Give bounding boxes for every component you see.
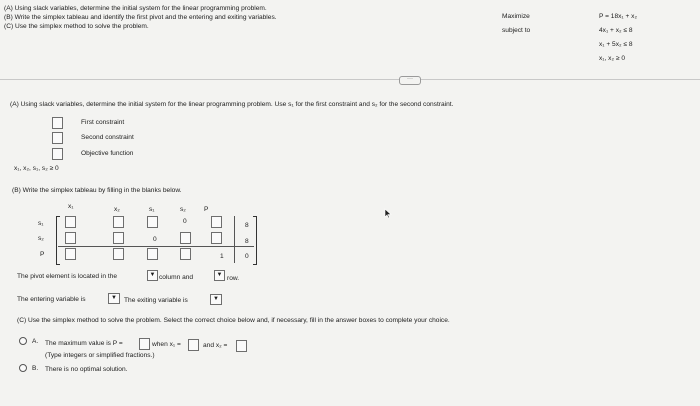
- option-a-when: when x₁ =: [152, 341, 181, 348]
- constraint-1-expression: 4x₁ + x₂ ≤ 8: [599, 27, 633, 34]
- tableau-rhs-separator: [234, 216, 235, 263]
- constraint-2-expression: x₁ + 5x₂ ≤ 8: [599, 41, 633, 48]
- tableau-r3-x1-input[interactable]: [65, 248, 76, 260]
- maximize-label: Maximize: [502, 13, 530, 20]
- tableau-r3-s1-input[interactable]: [147, 248, 158, 260]
- pivot-column-dropdown[interactable]: ▼: [147, 270, 158, 281]
- first-constraint-input[interactable]: [52, 117, 63, 129]
- pivot-row-dropdown[interactable]: ▼: [214, 270, 225, 281]
- tableau-r2-rhs-value: 8: [245, 238, 249, 245]
- second-constraint-input[interactable]: [52, 132, 63, 144]
- col-header-s2: s₂: [180, 206, 186, 213]
- entering-variable-label: The entering variable is: [17, 296, 86, 303]
- tableau-r3-s2-input[interactable]: [180, 248, 191, 260]
- tableau-r1-x2-input[interactable]: [113, 216, 124, 228]
- option-b-radio[interactable]: [19, 364, 27, 372]
- option-a-letter: A.: [32, 338, 39, 345]
- objective-function-label: Objective function: [81, 150, 134, 157]
- part-b-prompt: (B) Write the simplex tableau by filling in the blanks below.: [12, 187, 182, 194]
- first-constraint-label: First constraint: [81, 119, 125, 126]
- max-value-input[interactable]: [139, 338, 150, 350]
- section-divider: [0, 79, 700, 80]
- second-constraint-label: Second constraint: [81, 134, 134, 141]
- entering-variable-dropdown[interactable]: ▼: [108, 293, 120, 304]
- nonnegativity-expression: x₁, x₂ ≥ 0: [599, 55, 625, 62]
- option-a-radio[interactable]: [19, 337, 27, 345]
- tableau-objective-separator: [58, 246, 254, 247]
- problem-line-c: (C) Use the simplex method to solve the problem.: [4, 23, 149, 30]
- part-a-nonnegativity: x₁, x₂, s₁, s₂ ≥ 0: [14, 165, 59, 172]
- problem-line-b: (B) Write the simplex tableau and identify the first pivot and the entering and exiting variables.: [4, 14, 277, 21]
- row-label-p: P: [40, 251, 45, 258]
- pivot-text-middle: column and: [159, 274, 194, 281]
- pivot-text-start: The pivot element is located in the: [17, 273, 118, 280]
- option-a-text: The maximum value is P =: [45, 340, 123, 347]
- col-header-p: P: [204, 206, 209, 213]
- tableau-r1-p-input[interactable]: [211, 216, 222, 228]
- tableau-right-bracket: [253, 216, 257, 265]
- tableau-r2-x2-input[interactable]: [113, 232, 124, 244]
- tableau-r2-s1-value: 0: [153, 236, 157, 243]
- row-label-s2: s₂: [38, 235, 44, 242]
- part-a-prompt: (A) Using slack variables, determine the initial system for the linear programming problem. Use s₁ for the first constraint and s₂ for the second constraint.: [10, 101, 454, 108]
- col-header-x1: x₁: [68, 203, 74, 210]
- option-b-text: There is no optimal solution.: [45, 366, 128, 373]
- subject-to-label: subject to: [502, 27, 531, 34]
- option-a-and: and x₂ =: [203, 342, 228, 349]
- tableau-left-bracket: [56, 216, 60, 265]
- option-b-letter: B.: [32, 365, 39, 372]
- tableau-r1-x1-input[interactable]: [65, 216, 76, 228]
- more-button[interactable]: ···: [399, 76, 421, 85]
- exiting-variable-dropdown[interactable]: ▼: [210, 294, 222, 305]
- row-label-s1: s₁: [38, 220, 44, 227]
- pivot-text-end: row.: [227, 275, 240, 282]
- col-header-x2: x₂: [114, 206, 120, 213]
- option-a-hint: (Type integers or simplified fractions.): [45, 352, 155, 359]
- part-c-prompt: (C) Use the simplex method to solve the problem. Select the correct choice below and, if necessary, fill in the answer boxes to complete your choice.: [17, 317, 450, 324]
- tableau-r3-rhs-value: 0: [245, 253, 249, 260]
- tableau-r2-p-input[interactable]: [211, 232, 222, 244]
- objective-function-input[interactable]: [52, 148, 63, 160]
- tableau-r2-s2-input[interactable]: [180, 232, 191, 244]
- exiting-variable-label: The exiting variable is: [124, 297, 188, 304]
- tableau-r1-rhs-value: 8: [245, 222, 249, 229]
- tableau-r2-x1-input[interactable]: [65, 232, 76, 244]
- tableau-r1-s2-value: 0: [183, 218, 187, 225]
- tableau-r1-s1-input[interactable]: [147, 216, 158, 228]
- col-header-s1: s₁: [149, 206, 155, 213]
- problem-line-a: (A) Using slack variables, determine the initial system for the linear programming problem.: [4, 5, 267, 12]
- x1-value-input[interactable]: [188, 339, 199, 351]
- tableau-r3-x2-input[interactable]: [113, 248, 124, 260]
- tableau-r3-p-value: 1: [220, 253, 224, 260]
- x2-value-input[interactable]: [236, 340, 247, 352]
- objective-expression: P = 18x₁ + x₂: [599, 13, 638, 20]
- mouse-cursor-icon: [384, 208, 392, 219]
